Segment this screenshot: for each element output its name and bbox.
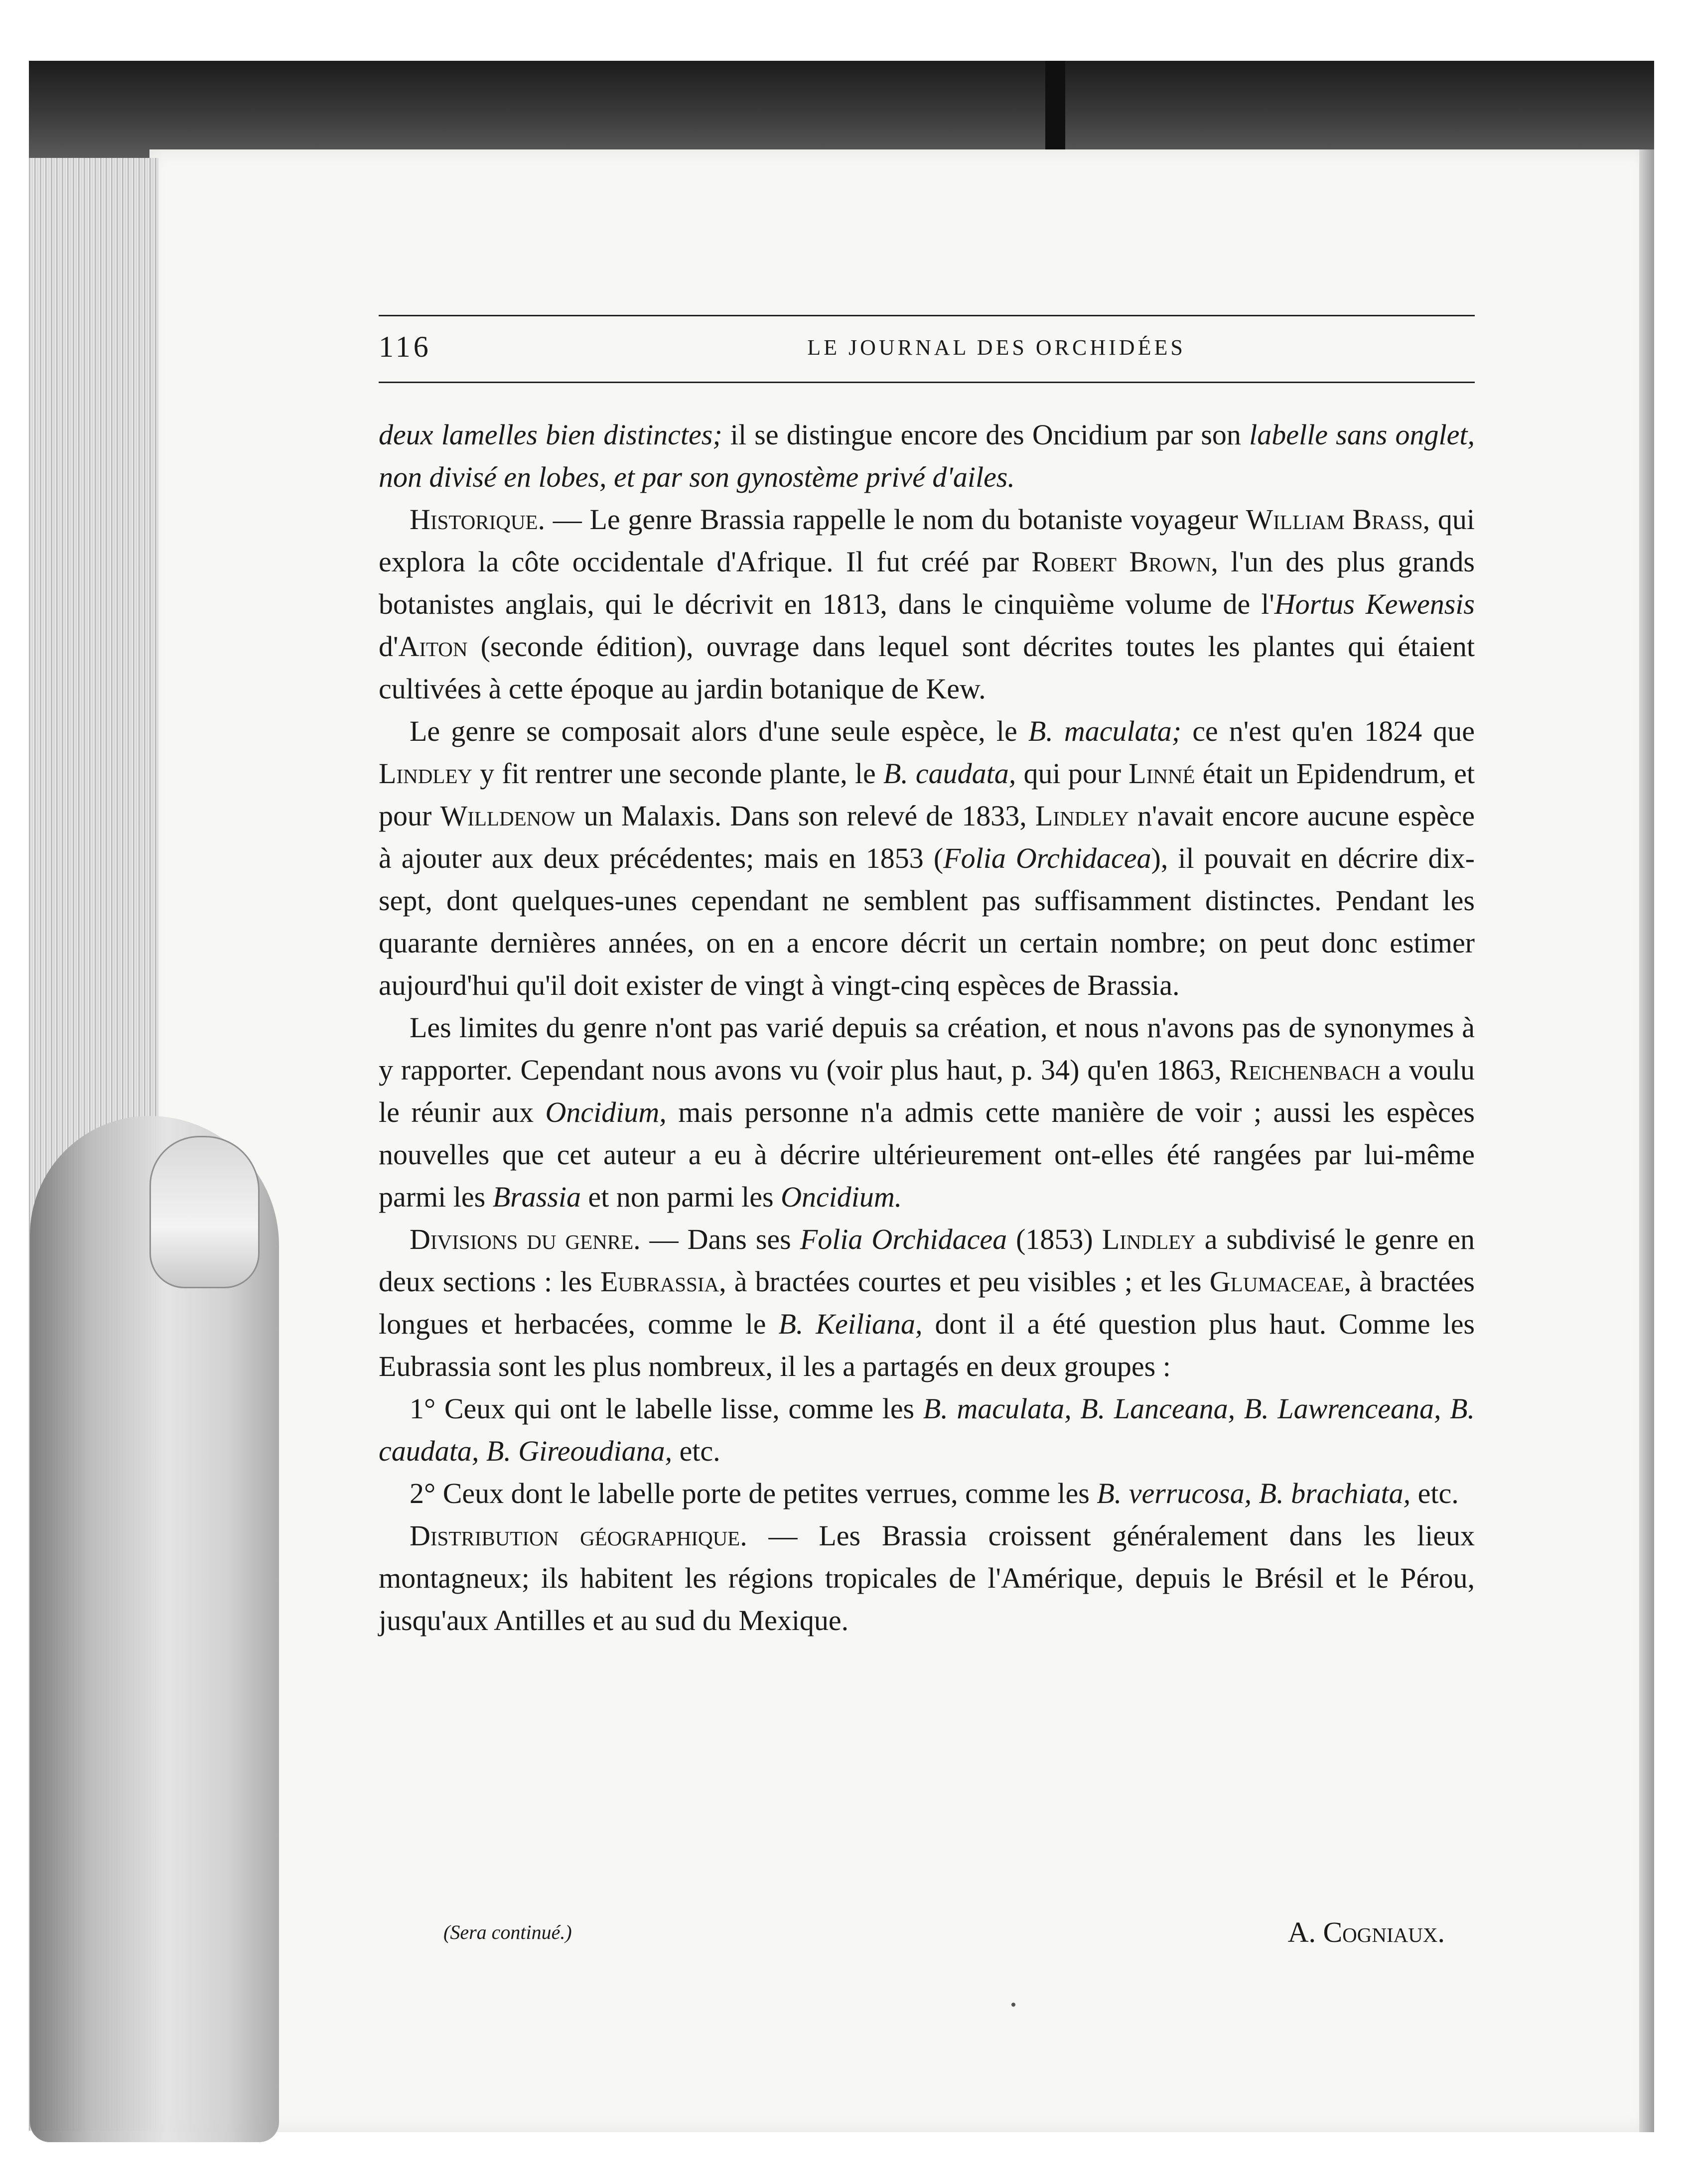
text-run: — Le genre Brassia rappelle le nom du botaniste voyageur <box>545 503 1246 536</box>
paragraph-3 <box>379 710 1475 1006</box>
person-name: Aiton <box>398 630 468 663</box>
person-name: Lindley <box>379 757 472 790</box>
text-run: a subdivisé le genre en deux sections : les <box>379 1223 1475 1298</box>
text-run: — Dans ses <box>640 1223 800 1255</box>
text-run: ), il pouvait en décrire dix-sept, dont quelques-unes cependant ne semblent pas suffisamment distinctes. Pendant les quarante dernières années, on en a encore décrit un certain nombre; on peut donc estimer aujourd'hui qu'il doit exister de vingt à vingt-cinq espèces de Brassia. <box>379 842 1475 1001</box>
section-heading: Divisions du genre. <box>410 1223 641 1255</box>
print-speck <box>1011 2003 1015 2007</box>
text-run: — Les Brassia croissent généralement dans les lieux montagneux; ils habitent les régions tropicales de l'Amérique, depuis le Brésil et le Pérou, jusqu'aux Antilles et au sud du Mexique. <box>379 1519 1475 1637</box>
text-run: Les limites du genre n'ont pas varié depuis sa création, et nous n'avons pas de synonymes à y rapporter. Cependant nous avons vu (voir plus haut, p. 34) qu'en 1863, <box>379 1011 1475 1086</box>
italic-text: B. maculata; <box>1028 715 1182 747</box>
text-run: Le genre se composait alors d'une seule espèce, le <box>410 715 1028 747</box>
paragraph-group-1 <box>379 1387 1475 1472</box>
continuation-note: (Sera continué.) <box>443 1921 572 1943</box>
section-name: Glumaceae <box>1209 1265 1344 1298</box>
person-name: Linné <box>1128 757 1195 790</box>
text-run: n'avait encore aucune espèce à ajouter aux deux précédentes; mais en 1853 ( <box>379 800 1475 874</box>
text-run: , à bractées longues et herbacées, comme le <box>379 1265 1475 1340</box>
text-run: ce n'est qu'en 1824 que <box>1181 715 1475 747</box>
text-run: mais personne n'a admis cette manière de voir ; aussi les espèces nouvelles que cet auteur a eu à décrire ultérieurement ont-elles été rangées par lui-même parmi les <box>379 1096 1475 1213</box>
italic-text: Hortus Kewensis <box>1274 588 1475 620</box>
running-head: LE JOURNAL DES ORCHIDÉES <box>807 335 1186 360</box>
text-run: y fit rentrer une seconde plante, le <box>472 757 883 790</box>
paragraph-group-2 <box>379 1472 1475 1514</box>
text-run: il se distingue encore des Oncidium par son <box>722 418 1250 451</box>
person-name: Lindley <box>1035 800 1129 832</box>
italic-text: Oncidium, <box>545 1096 667 1128</box>
text-run: dont il a été question plus haut. Comme les Eubrassia sont les plus nombreux, il les a partagés en deux groupes : <box>379 1308 1475 1382</box>
italic-text: B. Keiliana, <box>778 1308 923 1340</box>
person-name: Robert Brown <box>1031 546 1211 578</box>
text-run: etc. <box>672 1435 720 1467</box>
italic-text: Brassia <box>492 1181 581 1213</box>
section-heading: Historique. <box>410 503 546 536</box>
person-name: Reichenbach <box>1229 1054 1381 1086</box>
text-run: (1853) <box>1007 1223 1102 1255</box>
book-cover-band <box>29 61 1654 158</box>
italic-text: Oncidium. <box>781 1181 902 1213</box>
text-run: , qui explora la côte occidentale d'Afrique. Il fut créé par <box>379 503 1475 578</box>
author-signature: A. Cogniaux. <box>1287 1916 1445 1948</box>
thumb-nail <box>149 1136 260 1288</box>
text-run: etc. <box>1410 1477 1459 1509</box>
paragraph-historique <box>379 498 1475 710</box>
text-run: , à bractées courtes et peu visibles ; et les <box>719 1265 1210 1298</box>
text-run: a voulu le réunir aux <box>379 1054 1475 1128</box>
italic-text: B. verrucosa, B. brachiata, <box>1097 1477 1411 1509</box>
italic-text: Folia Orchidacea <box>943 842 1151 874</box>
page-number: 116 <box>379 330 431 363</box>
text-run: , l'un des plus grands botanistes anglais, qui le décrivit en 1813, dans le cinquième volume de l' <box>379 546 1475 620</box>
person-name: Lindley <box>1102 1223 1196 1255</box>
italic-text: labelle sans onglet, non divisé en lobes, et par son gynostème privé d'ailes. <box>379 418 1475 493</box>
text-run: et non parmi les <box>580 1181 781 1213</box>
paragraph-distribution <box>379 1514 1475 1641</box>
text-run: un Malaxis. Dans son relevé de 1833, <box>575 800 1035 832</box>
paragraph-divisions <box>379 1218 1475 1387</box>
paragraph-4 <box>379 1006 1475 1218</box>
section-heading: Distribution géographique. <box>410 1519 747 1552</box>
italic-text: deux lamelles bien distinctes; <box>379 418 722 451</box>
italic-text: B. caudata, <box>883 757 1016 790</box>
text-run: était un Epidendrum, et pour <box>379 757 1475 832</box>
article-body <box>379 413 1475 1641</box>
text-run: d' <box>379 630 399 663</box>
text-run: 2° Ceux dont le labelle porte de petites verrues, comme les <box>410 1477 1097 1509</box>
book-spine-gap <box>1045 61 1065 158</box>
header-rule-bottom <box>379 382 1475 383</box>
person-name: Willdenow <box>440 800 575 832</box>
page-right-edge <box>1639 149 1654 2132</box>
italic-text: B. maculata, B. Lanceana, B. Lawrenceana, B. caudata, B. Gireoudiana, <box>379 1392 1475 1467</box>
person-name: William Brass <box>1246 503 1423 536</box>
text-run: qui pour <box>1016 757 1129 790</box>
text-run: 1° Ceux qui ont le labelle lisse, comme les <box>410 1392 923 1425</box>
text-run: (seconde édition), ouvrage dans lequel sont décrites toutes les plantes qui étaient cultivées à cette époque au jardin botanique de Kew. <box>379 630 1475 705</box>
header-rule-top <box>379 315 1475 316</box>
paragraph-1 <box>379 413 1475 498</box>
section-name: Eubrassia <box>600 1265 719 1298</box>
italic-text: Folia Orchidacea <box>800 1223 1007 1255</box>
